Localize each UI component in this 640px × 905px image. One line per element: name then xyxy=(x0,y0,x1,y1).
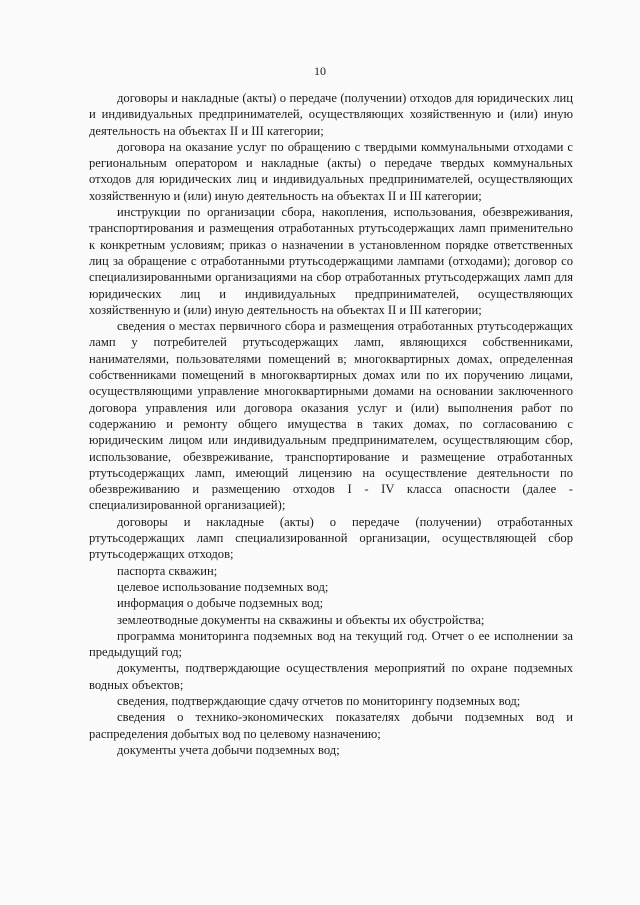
document-body xyxy=(89,90,573,758)
paragraph: договора на оказание услуг по обращению с твердыми коммунальными отходами с региональным оператором и накладные (акты) о передаче твердых коммунальных отходов для юридических лиц и индивидуальных предпринимателей, осуществляющих хозяйственную и (или) иную деятельность на объектах II и III категории; xyxy=(89,139,573,203)
paragraph: сведения о технико-экономических показателях добычи подземных вод и распределения добытых вод по целевому назначению; xyxy=(89,710,573,741)
paragraph: программа мониторинга подземных вод на текущий год. Отчет о ее исполнении за предыдущий год; xyxy=(89,628,573,660)
paragraph: документы, подтверждающие осуществления мероприятий по охране подземных водных объектов; xyxy=(89,661,573,692)
paragraph: договоры и накладные (акты) о передаче (получении) отходов для юридических лиц и индивидуальных предпринимателей, осуществляющих хозяйственную и (или) иную деятельность на объектах II и III категории; xyxy=(89,91,573,138)
paragraph: инструкции по организации сбора, накопления, использования, обезвреживания, транспортирования и размещения отработанных ртутьсодержащих ламп применительно к конкретным условиям; приказ о назначении в установленном порядке ответственных лиц за обращение с отработанными ртутьсодержащими лампами (отходами); договор со специализированными организациями на сбор отработанных ртутьсодержащих ламп для юридических лиц и индивидуальных предпринимателей, осуществляющих хозяйственную и (или) иную деятельность на объектах II и III категории; xyxy=(89,205,573,317)
paragraph: сведения, подтверждающие сдачу отчетов по мониторингу подземных вод; xyxy=(117,693,521,708)
paragraph: документы учета добычи подземных вод; xyxy=(117,742,340,757)
paragraph: сведения о местах первичного сбора и размещения отработанных ртутьсодержащих ламп у потребителей ртутьсодержащих ламп, являющихся собственниками, нанимателями, пользователями помещений в; многоквартирных домах, определенная собственниками помещений в многоквартирных домах или по их поручению лицами, осуществляющими управление многоквартирными домами на основании заключенного договора управления или договора оказания услуг и (или) выполнения работ по содержанию и ремонту общего имущества в таких домах, по согласованию с юридическим лицом или индивидуальным предпринимателем, осуществляющим сбор, использование, обезвреживание, транспортирование и размещение отработанных ртутьсодержащих ламп, имеющий лицензию на осуществление деятельности по обезвреживанию и размещению отходов I - IV класса опасности (далее - специализированной организацией); xyxy=(89,319,573,513)
paragraph: землеотводные документы на скважины и объекты их обустройства; xyxy=(117,612,485,627)
paragraph: договоры и накладные (акты) о передаче (получении) отработанных ртутьсодержащих ламп специализированной организации, осуществляющей сбор ртутьсодержащих отходов; xyxy=(89,514,573,562)
paragraph: целевое использование подземных вод; xyxy=(117,579,329,594)
paragraph: паспорта скважин; xyxy=(117,563,218,578)
page-number: 10 xyxy=(314,64,326,78)
paragraph: информация о добыче подземных вод; xyxy=(117,596,324,611)
